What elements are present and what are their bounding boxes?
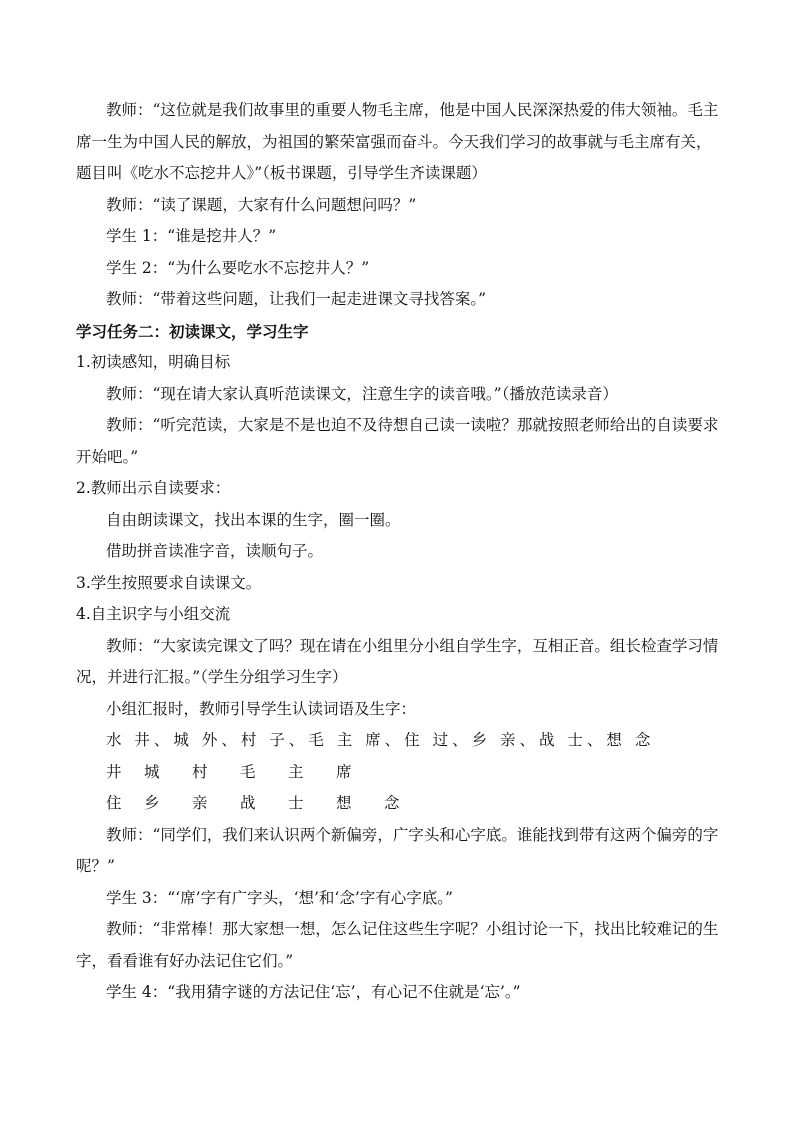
student-2-paragraph: 学生 2：“为什么要吃水不忘挖井人？”: [106, 258, 370, 277]
step4-paragraph-1: 教师：“大家读完课文了吗？现在请在小组里分小组自学生字，互相正音。组长检查学习情况，并进行汇报。”（学生分组学习生字）: [76, 636, 719, 686]
step1-paragraph-1: 教师：“现在请大家认真听范读课文，注意生字的读音哦。”（播放范读录音）: [106, 384, 618, 403]
teacher-radical-paragraph: 教师：“同学们，我们来认识两个新偏旁，广字头和心字底。谁能找到带有这两个偏旁的字呢？”: [76, 825, 719, 875]
step4-paragraph-2: 小组汇报时，教师引导学生认读词语及生字：: [106, 699, 417, 718]
character-item: 城: [144, 762, 160, 781]
character-item: 想: [336, 794, 352, 812]
character-item: 井: [106, 762, 122, 781]
student-4-paragraph: 学生 4：“我用猜字谜的方法记住‘忘’，有心记不住就是‘忘’。”: [106, 983, 521, 1001]
student-1-paragraph: 学生 1：“谁是挖井人？”: [106, 227, 277, 245]
document-body: [76, 95, 726, 1009]
character-item: 乡: [144, 794, 160, 812]
character-row-1: [76, 757, 726, 789]
word-list-line: [76, 725, 726, 757]
character-item: 念: [384, 794, 400, 812]
step2-item-2: 借助拼音读准字音，读顺句子。: [106, 542, 324, 560]
character-item: 住: [106, 794, 122, 812]
word-list-text: 水 井、城 外、村 子、毛 主 席、住 过、乡 亲、战 士、想 念: [106, 731, 655, 749]
teacher-intro-paragraph: 教师：“这位就是我们故事里的重要人物毛主席，他是中国人民深深热爱的伟大领袖。毛主席一生为中国人民的解放，为祖国的繁荣富强而奋斗。今天我们学习的故事就与毛主席有关，题目叫《吃水不忘挖井人》”（板书课题，引导学生齐读课题）: [76, 101, 719, 182]
step1-paragraph-2: 教师：“听完范读，大家是不是也迫不及待想自己读一读啦？那就按照老师给出的自读要求开始吧。”: [76, 416, 719, 466]
character-item: 主: [288, 762, 304, 781]
teacher-answer-paragraph: 教师：“带着这些问题，让我们一起走进课文寻找答案。”: [106, 290, 487, 308]
step2-title: 2.教师出示自读要求：: [76, 479, 231, 497]
task2-heading: 学习任务二：初读课文，学习生字: [76, 321, 309, 341]
character-item: 村: [192, 762, 208, 781]
character-item: 亲: [192, 794, 208, 812]
character-item: 席: [336, 762, 352, 781]
character-row-2: [76, 788, 726, 820]
step1-title: 1.初读感知，明确目标: [76, 353, 231, 371]
character-item: 士: [288, 794, 304, 812]
character-item: 毛: [240, 762, 256, 781]
student-3-paragraph: 学生 3：“‘席’字有广字头，‘想’和‘念’字有心字底。”: [106, 888, 453, 907]
step4-title: 4.自主识字与小组交流: [76, 605, 231, 623]
step3-title: 3.学生按照要求自读课文。: [76, 573, 262, 592]
character-item: 战: [240, 794, 256, 812]
step2-item-1: 自由朗读课文，找出本课的生字，圈一圈。: [106, 510, 401, 529]
teacher-question-paragraph: 教师：“读了课题，大家有什么问题想问吗？”: [106, 195, 417, 214]
teacher-memory-paragraph: 教师：“非常棒！那大家想一想，怎么记住这些生字呢？小组讨论一下，找出比较难记的生字，看看谁有好办法记住它们。”: [76, 920, 719, 970]
